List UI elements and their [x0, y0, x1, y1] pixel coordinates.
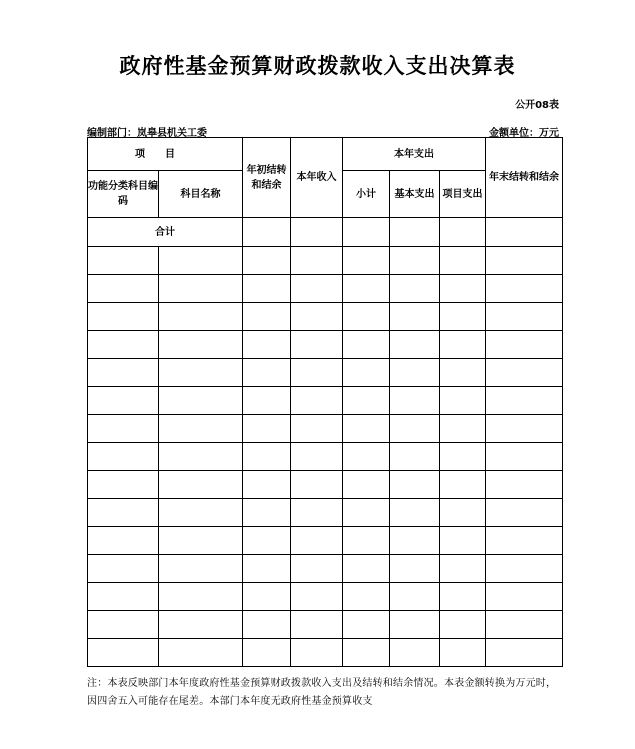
table-cell [291, 583, 343, 611]
table-row [88, 443, 563, 471]
table-cell [291, 499, 343, 527]
table-cell [291, 387, 343, 415]
table-cell [440, 331, 486, 359]
table-cell [88, 387, 159, 415]
table-cell [88, 359, 159, 387]
table-cell [243, 471, 291, 499]
table-row [88, 639, 563, 667]
table-cell [390, 359, 440, 387]
table-cell [243, 359, 291, 387]
table-cell [291, 555, 343, 583]
total-cell [291, 218, 343, 247]
table-cell [390, 611, 440, 639]
table-cell [88, 639, 159, 667]
table-cell [159, 527, 243, 555]
table-cell [343, 415, 390, 443]
total-row [88, 218, 563, 247]
table-cell [440, 611, 486, 639]
table-cell [486, 303, 563, 331]
table-cell [159, 555, 243, 583]
table-cell [343, 443, 390, 471]
table-cell [243, 611, 291, 639]
table-cell [159, 275, 243, 303]
table-cell [343, 527, 390, 555]
table-cell [440, 555, 486, 583]
table-cell [159, 471, 243, 499]
table-cell [243, 331, 291, 359]
expense-header: 本年支出 [343, 138, 486, 171]
table-cell [343, 471, 390, 499]
total-cell [440, 218, 486, 247]
table-row [88, 611, 563, 639]
table-cell [159, 247, 243, 275]
table-row [88, 247, 563, 275]
table-cell [88, 471, 159, 499]
table-cell [343, 387, 390, 415]
total-label: 合计 [88, 218, 243, 247]
table-row [88, 555, 563, 583]
project-header [88, 138, 243, 171]
table-cell [390, 303, 440, 331]
table-cell [440, 303, 486, 331]
page-title: 政府性基金预算财政拨款收入支出决算表 [119, 53, 516, 78]
table-cell [291, 415, 343, 443]
table-cell [486, 387, 563, 415]
table-cell [243, 303, 291, 331]
table-cell [486, 471, 563, 499]
table-cell [243, 247, 291, 275]
table-cell [440, 359, 486, 387]
table-cell [159, 359, 243, 387]
project-header-label: 项目 [135, 148, 195, 160]
table-cell [343, 639, 390, 667]
table-cell [243, 555, 291, 583]
table-cell [291, 331, 343, 359]
table-cell [291, 303, 343, 331]
table-cell [88, 275, 159, 303]
table-cell [343, 275, 390, 303]
table-cell [440, 583, 486, 611]
table-cell [88, 611, 159, 639]
table-cell [486, 611, 563, 639]
table-cell [243, 639, 291, 667]
table-row [88, 527, 563, 555]
table-cell [440, 499, 486, 527]
table-cell [390, 471, 440, 499]
table-cell [390, 415, 440, 443]
table-row [88, 303, 563, 331]
table-cell [159, 443, 243, 471]
table-row [88, 331, 563, 359]
subject-name-header: 科目名称 [159, 171, 243, 218]
table-row [88, 275, 563, 303]
table-row [88, 415, 563, 443]
table-cell [88, 555, 159, 583]
table-cell [159, 415, 243, 443]
table-cell [88, 443, 159, 471]
table-cell [291, 527, 343, 555]
table-cell [291, 471, 343, 499]
table-cell [243, 583, 291, 611]
table-cell [88, 415, 159, 443]
table-cell [390, 387, 440, 415]
table-cell [159, 583, 243, 611]
table-cell [243, 527, 291, 555]
table-cell [486, 527, 563, 555]
table-row [88, 583, 563, 611]
table-cell [159, 387, 243, 415]
table-cell [88, 303, 159, 331]
closing-balance-header: 年末结转和结余 [486, 138, 563, 218]
table-cell [88, 583, 159, 611]
table-cell [343, 359, 390, 387]
total-cell [343, 218, 390, 247]
table-cell [390, 639, 440, 667]
table-cell [159, 331, 243, 359]
table-row [88, 499, 563, 527]
table-cell [486, 583, 563, 611]
table-cell [486, 331, 563, 359]
table-row [88, 471, 563, 499]
table-cell [159, 303, 243, 331]
table-cell [486, 415, 563, 443]
table-cell [88, 331, 159, 359]
table-cell [390, 247, 440, 275]
table-cell [486, 555, 563, 583]
table-cell [440, 415, 486, 443]
table-cell [440, 247, 486, 275]
table-cell [343, 555, 390, 583]
income-header: 本年收入 [291, 138, 343, 218]
table-cell [159, 611, 243, 639]
total-cell [486, 218, 563, 247]
table-cell [390, 555, 440, 583]
table-cell [486, 275, 563, 303]
table-cell [440, 275, 486, 303]
table-cell [440, 471, 486, 499]
table-cell [88, 527, 159, 555]
footnote: 注：本表反映部门本年度政府性基金预算财政拨款收入支出及结转和结余情况。本表金额转换为万元时，因四舍五入可能存在尾差。本部门本年度无政府性基金预算收支 [87, 678, 557, 707]
opening-balance-header: 年初结转和结余 [243, 138, 291, 218]
table-cell [440, 527, 486, 555]
table-cell [243, 387, 291, 415]
table-cell [291, 247, 343, 275]
table-row [88, 359, 563, 387]
table-cell [343, 583, 390, 611]
table-cell [390, 443, 440, 471]
table-cell [159, 639, 243, 667]
project-expense-header: 项目支出 [440, 171, 486, 218]
func-code-header: 功能分类科目编码 [88, 171, 159, 218]
table-cell [343, 499, 390, 527]
unit-label: 金额单位：万元 [489, 128, 559, 139]
table-cell [343, 247, 390, 275]
table-cell [343, 331, 390, 359]
subtotal-header: 小计 [343, 171, 390, 218]
table-cell [343, 611, 390, 639]
table-cell [291, 611, 343, 639]
table-cell [440, 639, 486, 667]
table-cell [88, 247, 159, 275]
table-cell [486, 443, 563, 471]
table-cell [291, 443, 343, 471]
table-cell [243, 275, 291, 303]
table-cell [390, 275, 440, 303]
empty-rows [88, 247, 563, 667]
table-cell [390, 331, 440, 359]
header-row-1 [88, 138, 563, 171]
department-label: 编制部门：岚皋县机关工委 [87, 128, 207, 139]
table-cell [486, 639, 563, 667]
table-cell [440, 443, 486, 471]
table-cell [486, 499, 563, 527]
table-cell [291, 639, 343, 667]
table-cell [486, 359, 563, 387]
table-cell [486, 247, 563, 275]
table-cell [390, 499, 440, 527]
form-code: 公开08表 [515, 100, 559, 111]
settlement-table [87, 137, 563, 667]
table-cell [440, 387, 486, 415]
table-cell [243, 415, 291, 443]
total-cell [390, 218, 440, 247]
table-cell [291, 359, 343, 387]
table-cell [243, 499, 291, 527]
table-cell [243, 443, 291, 471]
table-cell [390, 583, 440, 611]
table-row [88, 387, 563, 415]
table-cell [88, 499, 159, 527]
table-cell [390, 527, 440, 555]
table-cell [343, 303, 390, 331]
table-cell [291, 275, 343, 303]
table-cell [159, 499, 243, 527]
total-cell [243, 218, 291, 247]
basic-expense-header: 基本支出 [390, 171, 440, 218]
